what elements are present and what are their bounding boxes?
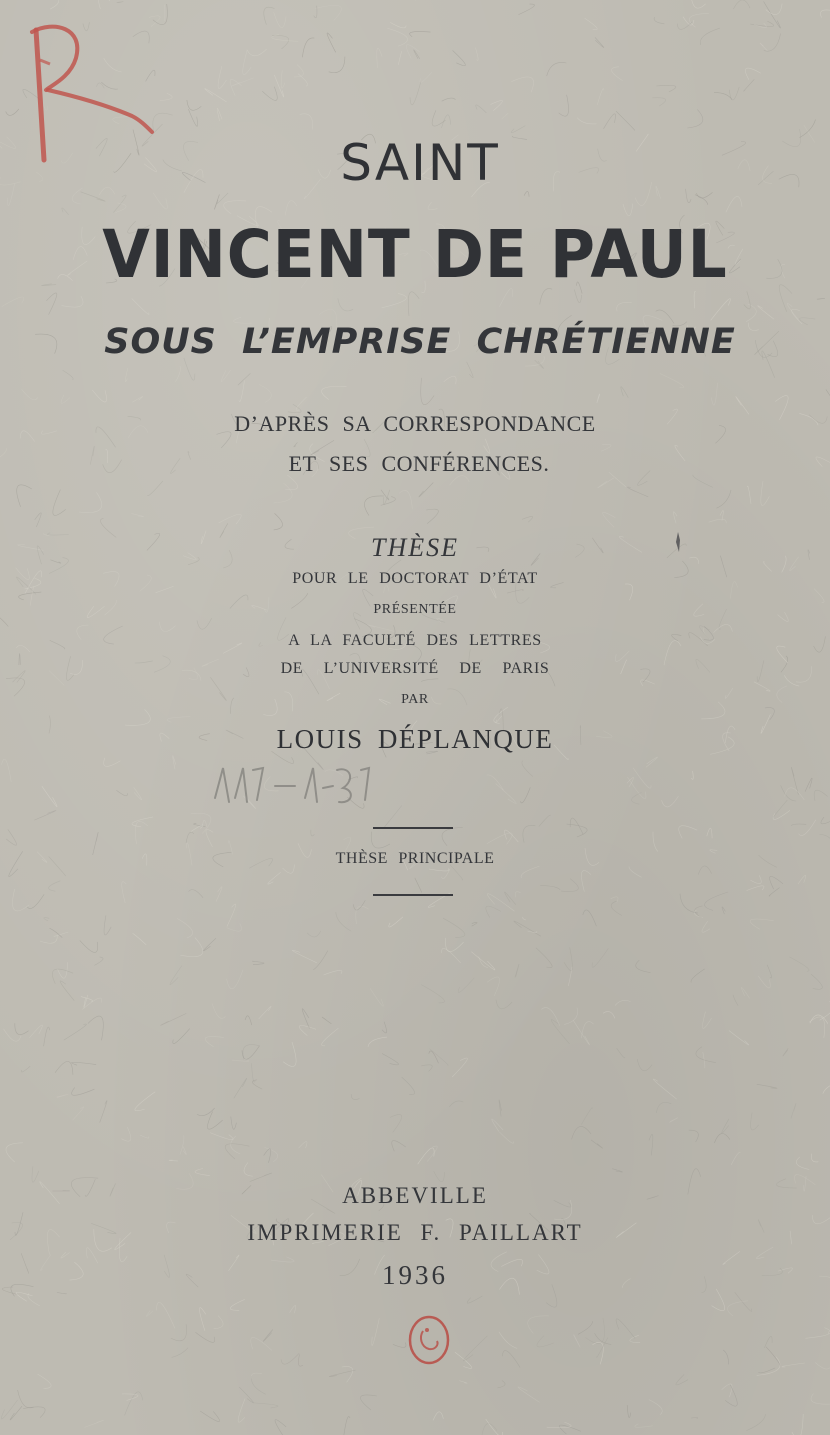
faculty-line: A LA FACULTÉ DES LETTRES xyxy=(288,632,542,649)
title-saint: SAINT xyxy=(340,134,500,192)
divider-bottom xyxy=(373,894,453,896)
these-label: THÈSE xyxy=(371,533,459,562)
author-name: LOUIS DÉPLANQUE xyxy=(276,724,554,754)
subtitle: SOUS L’EMPRISE CHRÉTIENNE xyxy=(104,322,736,362)
degree-line: POUR LE DOCTORAT D’ÉTAT xyxy=(292,570,538,587)
handwritten-pencil-shelfmark xyxy=(205,758,395,818)
description-line-1: D’APRÈS SA CORRESPONDANCE xyxy=(234,411,596,436)
title-vincent-de-paul: VINCENT DE PAUL xyxy=(102,216,728,293)
library-stamp-icon xyxy=(405,1313,453,1367)
imprint-city: ABBEVILLE xyxy=(342,1183,488,1208)
imprint-printer: IMPRIMERIE F. PAILLART xyxy=(247,1220,583,1245)
ink-speck xyxy=(670,530,686,554)
description-line-2: ET SES CONFÉRENCES. xyxy=(288,451,550,476)
by-label: PAR xyxy=(401,692,429,707)
divider-top xyxy=(373,827,453,829)
imprint-year: 1936 xyxy=(382,1260,448,1290)
presented-line: PRÉSENTÉE xyxy=(373,602,457,617)
thesis-type: THÈSE PRINCIPALE xyxy=(335,850,495,867)
university-line: DE L’UNIVERSITÉ DE PARIS xyxy=(280,660,550,677)
